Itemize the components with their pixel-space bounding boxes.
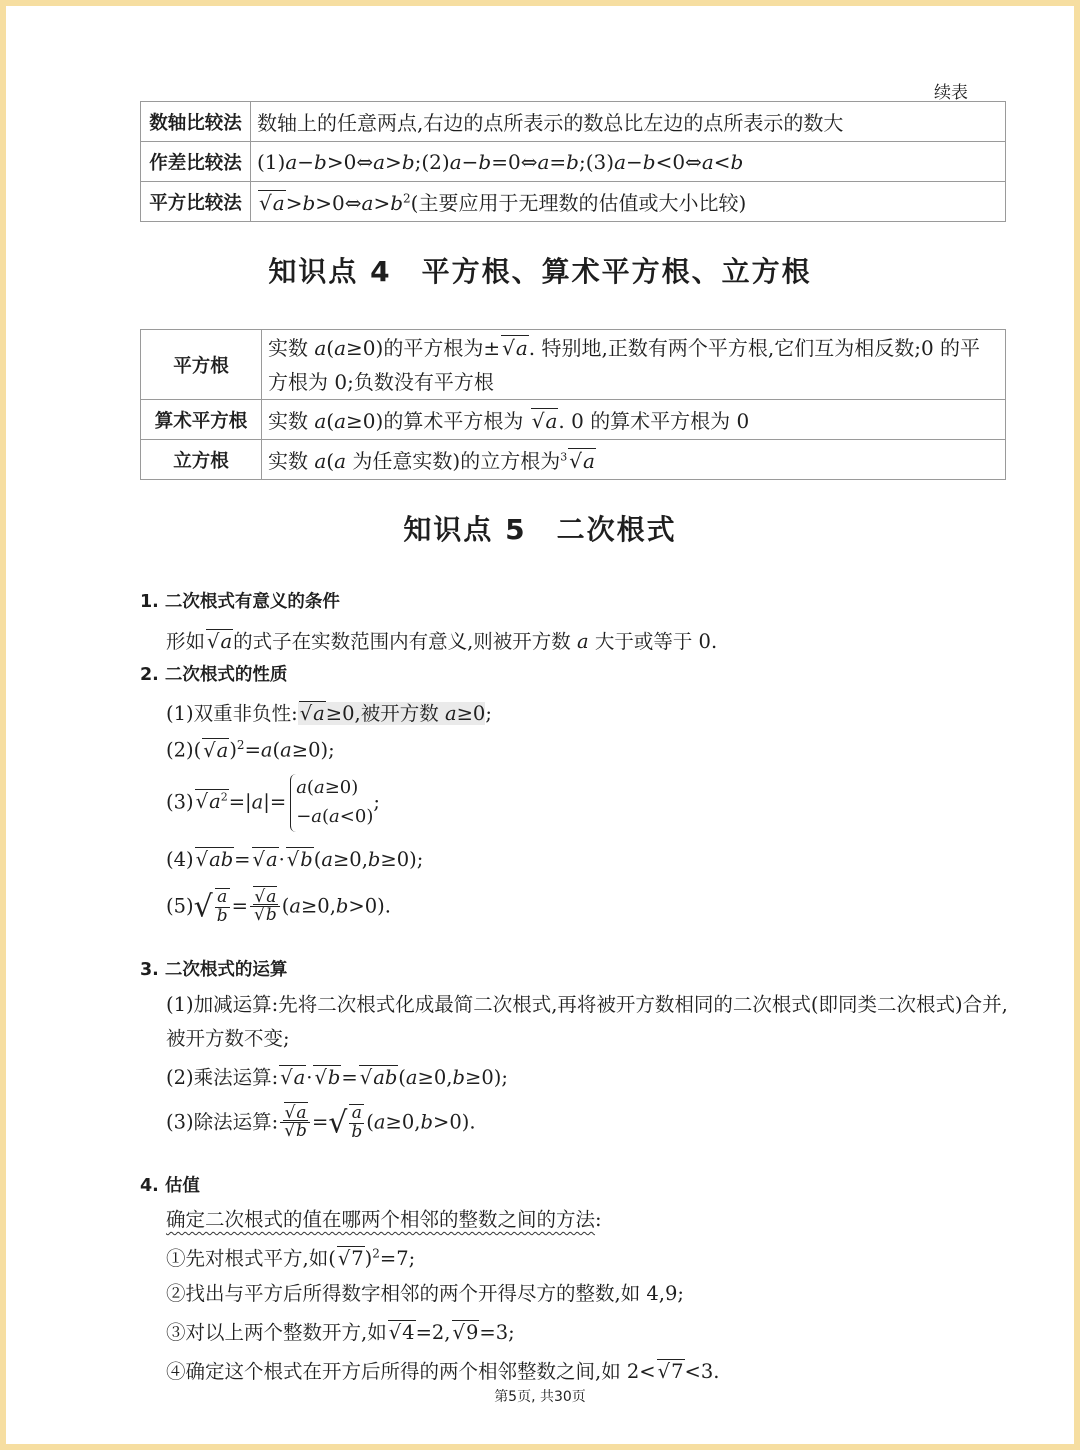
text-line: ③对以上两个整数开方,如√ 4=2,√ 9=3; — [166, 1317, 515, 1345]
row-label: 平方比较法 — [141, 182, 251, 222]
row-label: 作差比较法 — [141, 142, 251, 182]
text-line: (1)双重非负性:√ a≥0,被开方数 a≥0; — [166, 698, 492, 726]
document-page — [6, 6, 1074, 1444]
table-row — [141, 330, 1006, 400]
text-line: ④确定这个根式在开方后所得的两个相邻整数之间,如 2<√ 7<3. — [166, 1356, 719, 1384]
table-row — [141, 400, 1006, 440]
row-content: √ $a>b>0\Leftrightarrow a>b^2$(主要应用于无理数的估值或大小比较) — [251, 182, 1006, 222]
text-line: (2)乘法运算:√ a·√ b=√ ab(a≥0,b≥0); — [166, 1062, 508, 1090]
heading-knowledge-point-4: 知识点 4 平方根、算术平方根、立方根 — [268, 255, 812, 288]
row-content: (1)a−b>0⇔a>b;(2)a−b=0⇔a=b;(3)a−b<0⇔a<b — [251, 142, 1006, 182]
text-line: (2)(√ a)$^2$=a(a≥0); — [166, 738, 335, 762]
row-label: 数轴比较法 — [141, 102, 251, 142]
text-line: ①先对根式平方,如(√ 7)$^2$=7; — [166, 1243, 415, 1271]
row-label: 立方根 — [141, 440, 262, 480]
roots-table — [140, 329, 1006, 480]
section-title: 4. 估值 — [140, 1176, 200, 1196]
row-label: 算术平方根 — [141, 400, 262, 440]
table-row — [141, 182, 1006, 222]
text-line: ②找出与平方后所得数字相邻的两个开得尽方的整数,如 4,9; — [166, 1282, 684, 1305]
row-content: 实数 a(a 为任意实数)的立方根为$^3$√ a — [262, 440, 1006, 480]
section-title: 3. 二次根式的运算 — [140, 960, 288, 980]
text-line: (3)√ $a^2=|a|=a(a\ge 0)$ −a(a<0); — [166, 774, 380, 832]
section-title: 2. 二次根式的性质 — [140, 665, 288, 685]
section-title: 1. 二次根式有意义的条件 — [140, 592, 340, 612]
text-line: 确定二次根式的值在哪两个相邻的整数之间的方法: — [166, 1208, 602, 1231]
row-label: 平方根 — [141, 330, 262, 400]
table-row — [141, 142, 1006, 182]
row-content: 实数 a(a≥0)的算术平方根为 √ a. 0 的算术平方根为 0 — [262, 400, 1006, 440]
text-line: (3)除法运算: √ a √ b =√ $\frac{a}{b}$ (a≥0,b>0). — [166, 1104, 476, 1142]
table-row — [141, 440, 1006, 480]
row-content: 数轴上的任意两点,右边的点所表示的数总比左边的点所表示的数大 — [251, 102, 1006, 142]
heading-knowledge-point-5: 知识点 5 二次根式 — [403, 513, 677, 546]
row-content: 实数 a(a≥0)的平方根为±√ a. 特别地,正数有两个平方根,它们互为相反数;0 的平方根为 0;负数没有平方根 — [262, 330, 1006, 400]
text-line: (4)√ ab=√ a·√ b(a≥0,b≥0); — [166, 848, 423, 871]
text-line: (5)√ $\frac{a}{b}$ = √ a √ b (a≥0,b>0). — [166, 888, 391, 926]
text-line: (1)加减运算:先将二次根式化成最简二次根式,再将被开方数相同的二次根式(即同类二次根式)合并,被开方数不变; — [166, 993, 1008, 1050]
page-footer: 第5页, 共30页 — [494, 1389, 586, 1405]
table-row — [141, 102, 1006, 142]
continued-label: 续表 — [934, 83, 968, 103]
text-line: 形如√ a的式子在实数范围内有意义,则被开方数 a 大于或等于 0. — [166, 626, 717, 654]
comparison-methods-table — [140, 101, 1006, 222]
